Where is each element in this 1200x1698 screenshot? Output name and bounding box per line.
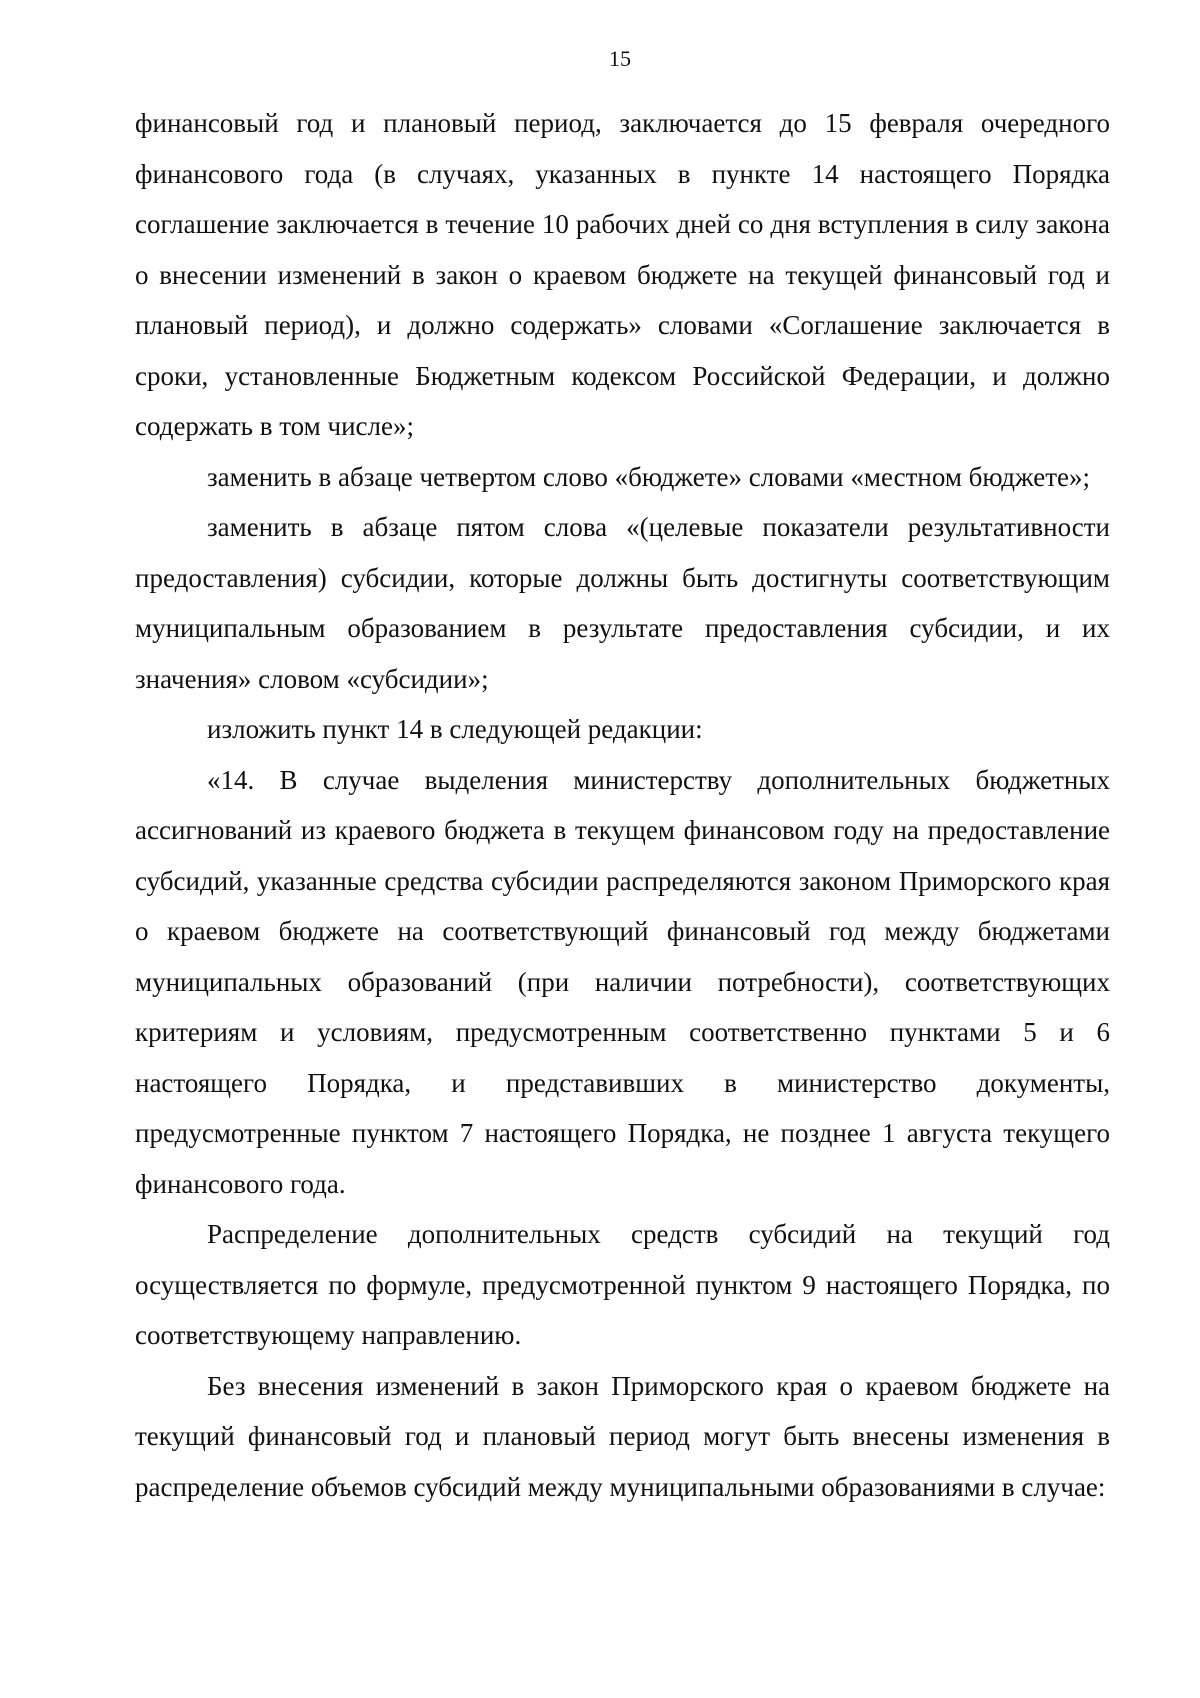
document-body: [135, 98, 1110, 1512]
paragraph-continuation: финансовый год и плановый период, заключается до 15 февраля очередного финансового года (в случаях, указанных в пункте 14 настоящего Порядка соглашение заключается в течение 10 рабочих дней со дня вступления в силу закона о внесении изменений в закон о краевом бюджете на текущей финансовый год и плановый период), и должно содержать» словами «Соглашение заключается в сроки, установленные Бюджетным кодексом Российской Федерации, и должно содержать в том числе»;: [135, 108, 1110, 441]
paragraph-amend-fifth: заменить в абзаце пятом слова «(целевые показатели результативности предоставления) субсидии, которые должны быть достигнуты соответствующим муниципальным образованием в результате предоставления субсидии, и их значения» словом «субсидии»;: [135, 512, 1110, 694]
paragraph-point-14: «14. В случае выделения министерству дополнительных бюджетных ассигнований из краевого бюджета в текущем финансовом году на предоставление субсидий, указанные средства субсидии распределяются законом Приморского края о краевом бюджете на соответствующий финансовый год между бюджетами муниципальных образований (при наличии потребности), соответствующих критериям и условиям, предусмотренным соответственно пунктами 5 и 6 настоящего Порядка, и представивших в министерство документы, предусмотренные пунктом 7 настоящего Порядка, не позднее 1 августа текущего финансового года.: [135, 764, 1110, 1199]
paragraph-restate-14: изложить пункт 14 в следующей редакции:: [207, 714, 703, 744]
paragraph-amend-fourth: заменить в абзаце четвертом слово «бюджете» словами «местном бюджете»;: [207, 461, 1090, 492]
paragraph-distribution: Распределение дополнительных средств субсидий на текущий год осуществляется по формуле, предусмотренной пунктом 9 настоящего Порядка, по соответствующему направлению.: [135, 1219, 1110, 1350]
paragraph-without-amendment: Без внесения изменений в закон Приморского края о краевом бюджете на текущий финансовый год и плановый период могут быть внесены изменения в распределение объемов субсидий между муниципальными образованиями в случае:: [135, 1370, 1110, 1502]
page-number: 15: [609, 46, 631, 71]
